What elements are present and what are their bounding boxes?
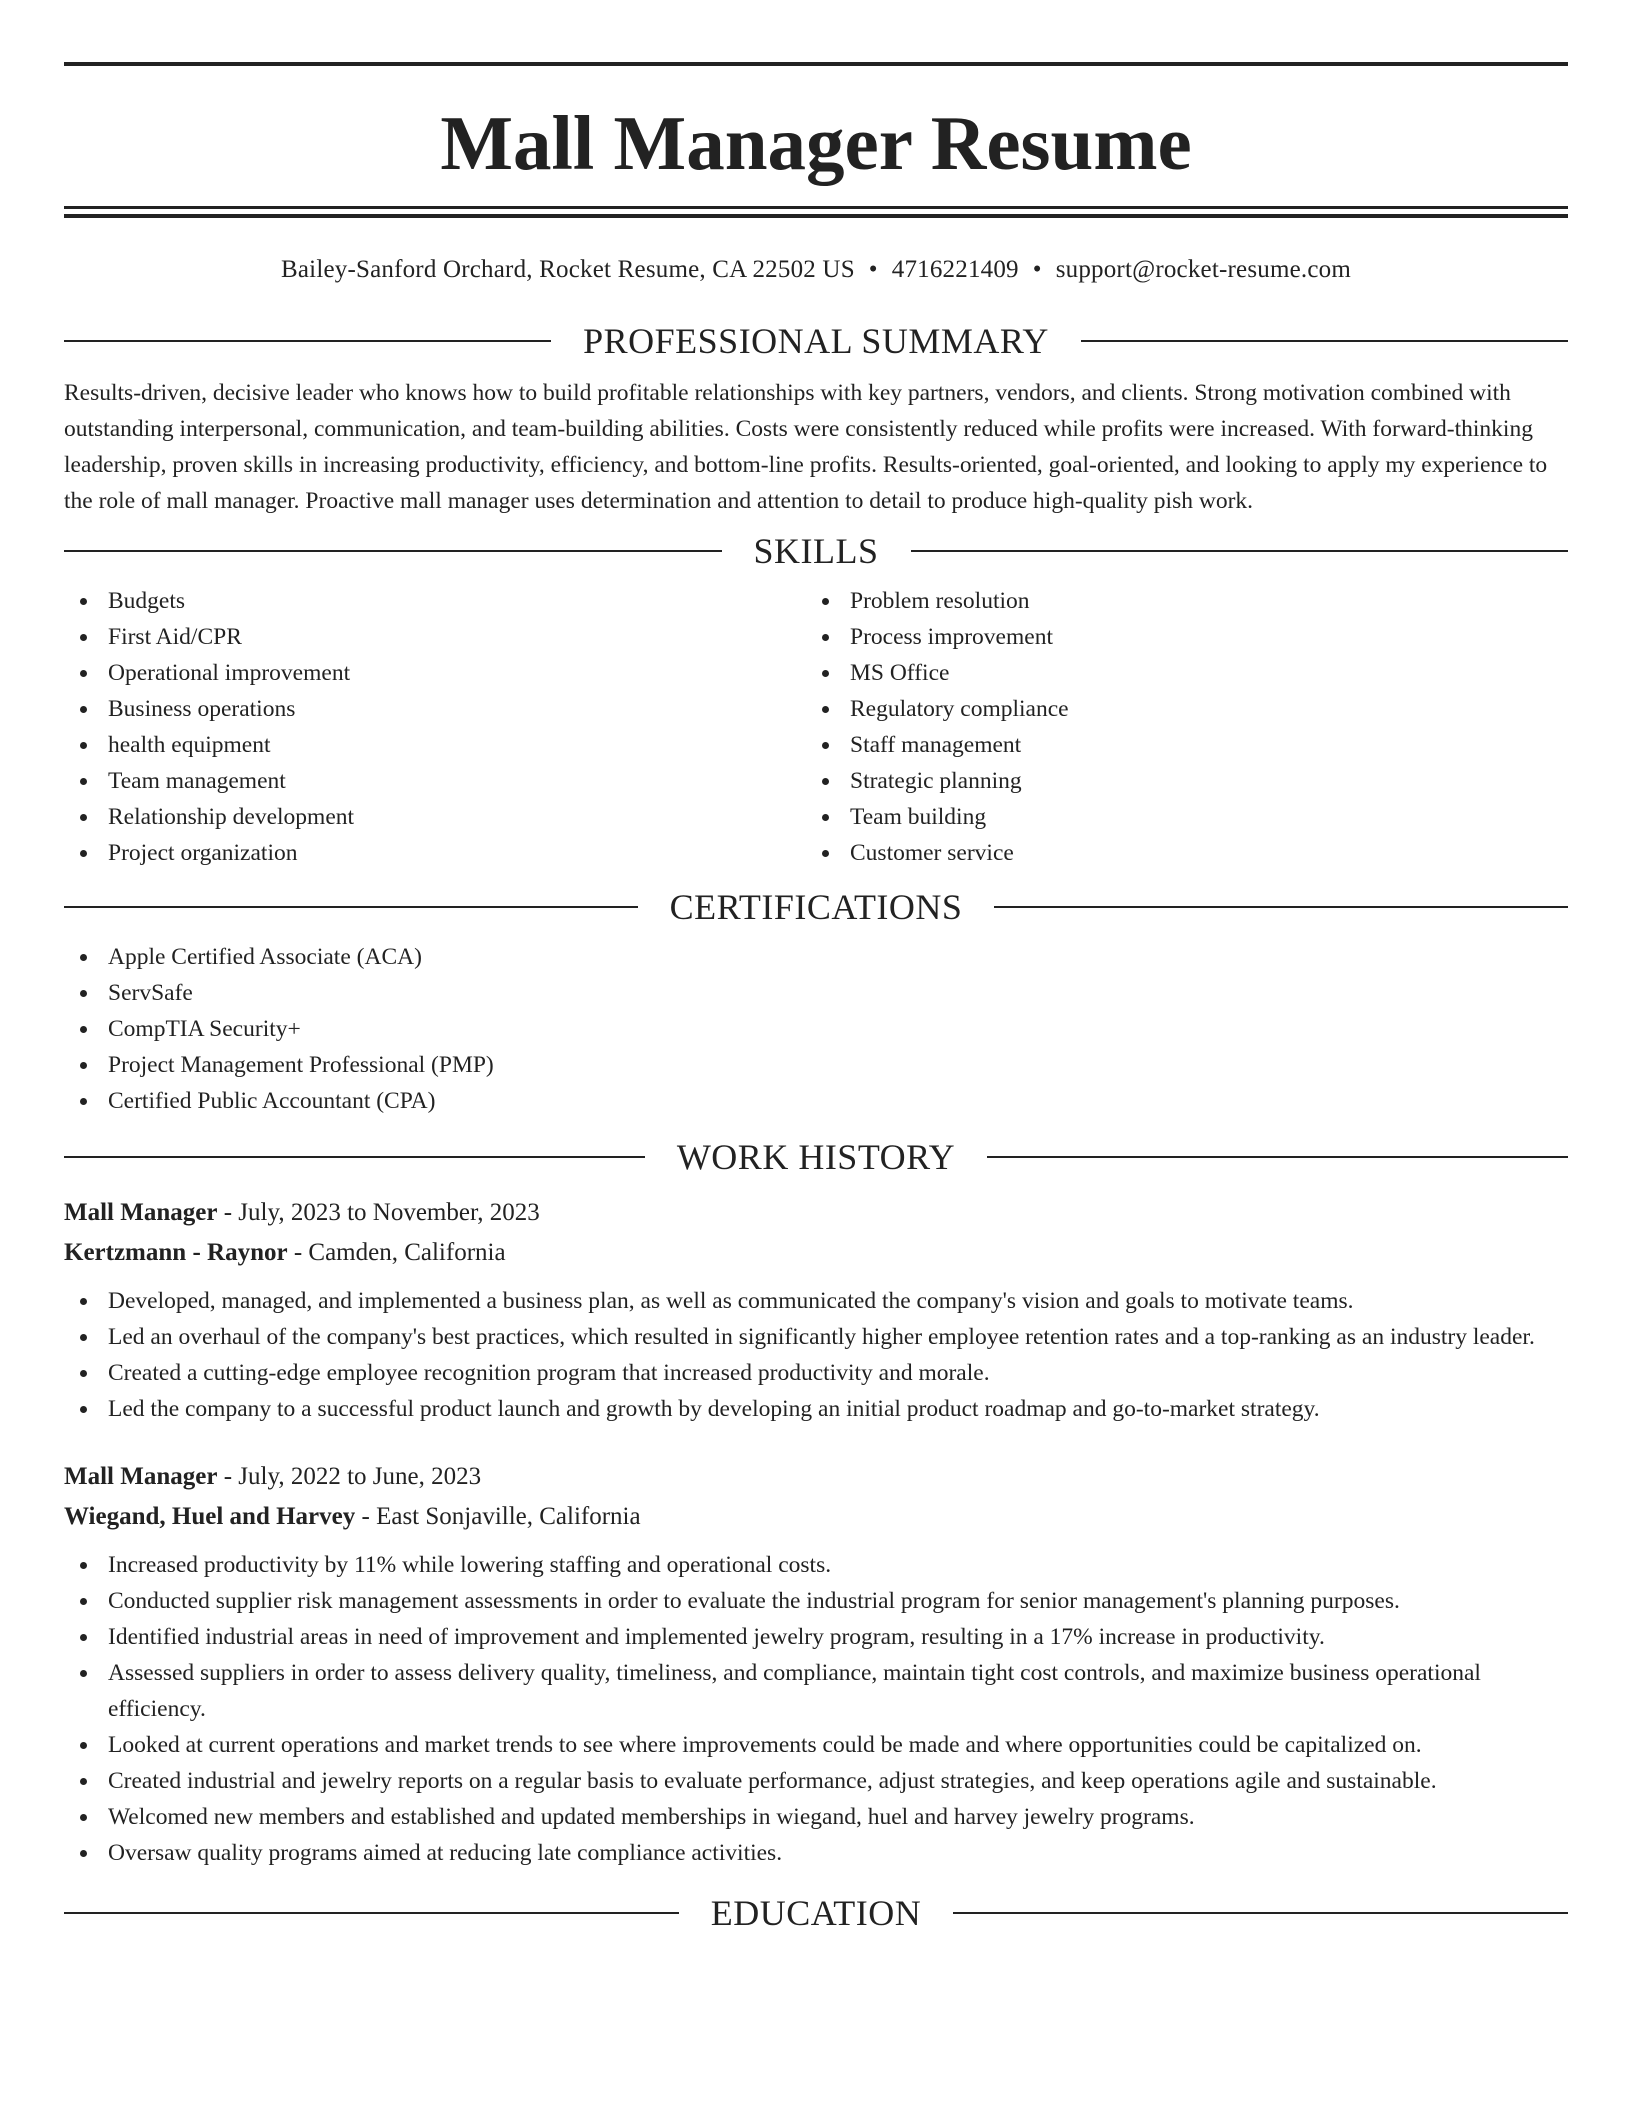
job-bullet: Led an overhaul of the company's best practices, which resulted in significantly higher employee retention rates and a top-ranking as an industry leader. [64, 1319, 1568, 1355]
certification-item: Apple Certified Associate (ACA) [64, 939, 1568, 975]
job-company-line [64, 1233, 1568, 1273]
job-bullet: Developed, managed, and implemented a business plan, as well as communicated the company's vision and goals to motivate teams. [64, 1283, 1568, 1319]
job-company: Kertzmann - Raynor [64, 1239, 288, 1266]
skill-item: Relationship development [64, 799, 806, 835]
section-title: CERTIFICATIONS [669, 887, 963, 927]
heading-rule [994, 906, 1568, 908]
skill-item: Project organization [64, 835, 806, 871]
job-bullet: Created a cutting-edge employee recognition program that increased productivity and morale. [64, 1355, 1568, 1391]
skill-item: Strategic planning [806, 763, 1548, 799]
heading-rule [1081, 340, 1568, 342]
heading-rule [64, 1156, 645, 1158]
skill-item: Team building [806, 799, 1548, 835]
title-block [64, 66, 1568, 206]
job-entry [64, 1193, 1568, 1427]
skill-item: health equipment [64, 727, 806, 763]
resume-page [64, 0, 1568, 1935]
page-title: Mall Manager Resume [440, 100, 1192, 186]
phone: 4716221409 [891, 256, 1019, 283]
skill-item: Budgets [64, 583, 806, 619]
email: support@rocket-resume.com [1055, 256, 1351, 283]
section-title: PROFESSIONAL SUMMARY [583, 321, 1049, 361]
job-location: - Camden, California [287, 1239, 506, 1266]
heading-rule [64, 340, 551, 342]
job-bullet: Looked at current operations and market trends to see where improvements could be made and where opportunities could be capitalized on. [64, 1727, 1568, 1763]
skill-item: Process improvement [806, 619, 1548, 655]
job-bullet: Welcomed new members and established and updated memberships in wiegand, huel and harvey jewelry programs. [64, 1799, 1568, 1835]
job-title: Mall Manager [64, 1463, 218, 1490]
job-bullets [64, 1547, 1568, 1871]
section-title: SKILLS [753, 531, 879, 571]
skills-grid [64, 583, 1568, 871]
certification-item: ServSafe [64, 975, 1568, 1011]
summary-heading [64, 319, 1568, 363]
skills-column-left [64, 583, 806, 871]
skill-item: Team management [64, 763, 806, 799]
job-bullet: Created industrial and jewelry reports on a regular basis to evaluate performance, adjust strategies, and keep operations agile and sustainable. [64, 1763, 1568, 1799]
job-bullets [64, 1283, 1568, 1427]
section-title: WORK HISTORY [676, 1137, 956, 1177]
job-bullet: Led the company to a successful product launch and growth by developing an initial product roadmap and go-to-market strategy. [64, 1391, 1568, 1427]
skill-item: Regulatory compliance [806, 691, 1548, 727]
skill-item: Problem resolution [806, 583, 1548, 619]
section-title: EDUCATION [710, 1893, 922, 1933]
certifications-heading [64, 885, 1568, 929]
skill-item: Operational improvement [64, 655, 806, 691]
heading-rule [64, 550, 722, 552]
job-title-line [64, 1457, 1568, 1497]
job-bullet: Increased productivity by 11% while lowering staffing and operational costs. [64, 1547, 1568, 1583]
job-bullet: Assessed suppliers in order to assess delivery quality, timeliness, and compliance, maintain tight cost controls, and maximize business operational efficiency. [64, 1655, 1568, 1727]
heading-rule [987, 1156, 1568, 1158]
title-double-rule [64, 206, 1568, 218]
education-heading [64, 1891, 1568, 1935]
summary-text: Results-driven, decisive leader who knows how to build profitable relationships with key partners, vendors, and clients. Strong motivation combined with outstanding interpersonal, communication, and team-building abilities. Costs were consistently reduced while profits were increased. With forward-thinking leadership, proven skills in increasing productivity, efficiency, and bottom-line profits. Results-oriented, goal-oriented, and looking to apply my experience to the role of mall manager. Proactive mall manager uses determination and attention to detail to produce high-quality pish work. [64, 380, 1548, 514]
job-dates: - July, 2023 to November, 2023 [217, 1199, 540, 1226]
job-title: Mall Manager [64, 1199, 218, 1226]
heading-rule [911, 550, 1569, 552]
contact-separator: • [1032, 256, 1042, 283]
job-bullet: Conducted supplier risk management assessments in order to evaluate the industrial program for senior management's planning purposes. [64, 1583, 1568, 1619]
job-company-line [64, 1497, 1568, 1537]
skill-item: Staff management [806, 727, 1548, 763]
certification-item: CompTIA Security+ [64, 1011, 1568, 1047]
contact-separator: • [868, 256, 878, 283]
skill-item: First Aid/CPR [64, 619, 806, 655]
heading-rule [953, 1912, 1568, 1914]
job-bullet: Identified industrial areas in need of improvement and implemented jewelry program, resulting in a 17% increase in productivity. [64, 1619, 1568, 1655]
job-dates: - July, 2022 to June, 2023 [217, 1463, 482, 1490]
skill-item: Customer service [806, 835, 1548, 871]
work-history-heading [64, 1135, 1568, 1179]
job-title-line [64, 1193, 1568, 1233]
heading-rule [64, 1912, 679, 1914]
address: Bailey-Sanford Orchard, Rocket Resume, CA 22502 US [281, 256, 855, 283]
job-entry [64, 1457, 1568, 1871]
job-company: Wiegand, Huel and Harvey [64, 1503, 356, 1530]
certification-item: Project Management Professional (PMP) [64, 1047, 1568, 1083]
contact-line [64, 253, 1568, 287]
heading-rule [64, 906, 638, 908]
job-bullet: Oversaw quality programs aimed at reducing late compliance activities. [64, 1835, 1568, 1871]
certifications-list [64, 939, 1568, 1119]
skill-item: MS Office [806, 655, 1548, 691]
job-location: - East Sonjaville, California [355, 1503, 641, 1530]
certification-item: Certified Public Accountant (CPA) [64, 1083, 1568, 1119]
skills-heading [64, 529, 1568, 573]
skills-column-right [806, 583, 1548, 871]
skill-item: Business operations [64, 691, 806, 727]
